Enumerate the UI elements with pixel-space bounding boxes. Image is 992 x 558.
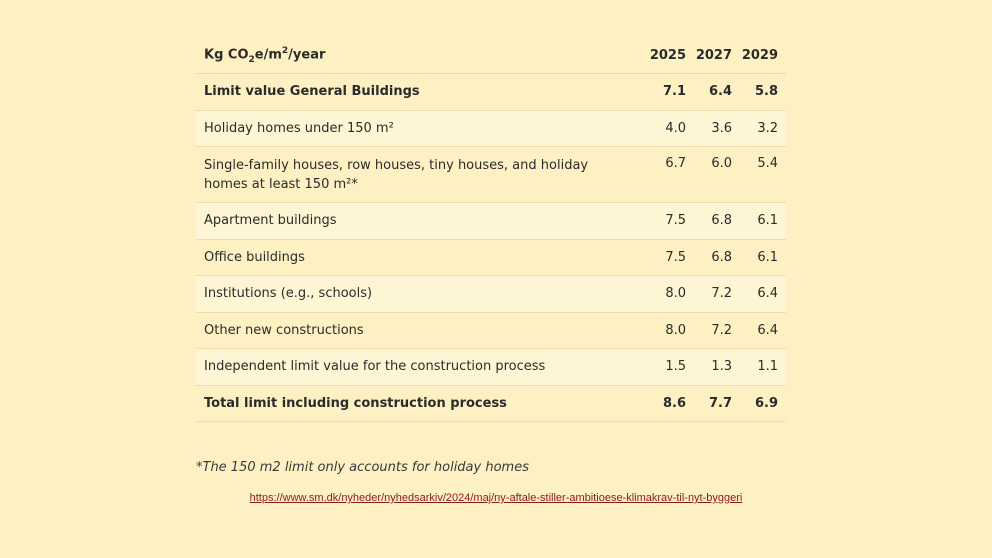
row-label: Limit value General Buildings — [204, 84, 420, 100]
value-2025: 7.5 — [665, 249, 686, 265]
value-2027: 6.8 — [711, 213, 732, 229]
year-header-2025: 2025 — [649, 48, 686, 63]
value-2027: 3.6 — [711, 120, 732, 136]
value-2025: 1.5 — [665, 359, 686, 375]
row-label: Independent limit value for the construction process — [204, 359, 546, 375]
value-2025: 8.0 — [665, 286, 686, 302]
table-row — [196, 349, 786, 386]
table-row — [196, 240, 786, 277]
year-header-2027: 2027 — [695, 48, 732, 63]
value-2029: 6.4 — [757, 322, 778, 338]
value-2029: 3.2 — [757, 120, 778, 136]
row-label: Total limit including construction process — [204, 395, 507, 411]
value-2029: 5.4 — [757, 156, 778, 171]
row-label: Single-family houses, row houses, tiny houses, and holiday homes at least 150 m²* — [204, 158, 589, 192]
value-2027: 6.4 — [708, 84, 732, 100]
value-2029: 5.8 — [754, 84, 778, 100]
value-2029: 6.4 — [757, 286, 778, 302]
table-row — [196, 74, 786, 111]
value-2027: 6.0 — [711, 156, 732, 171]
table-row — [196, 111, 786, 148]
value-2025: 7.1 — [662, 84, 686, 100]
row-label: Apartment buildings — [204, 213, 337, 229]
value-2025: 4.0 — [665, 120, 686, 136]
row-label: Holiday homes under 150 m² — [204, 120, 394, 136]
value-2029: 6.1 — [757, 213, 778, 229]
table-row-total — [196, 386, 786, 423]
table-row — [196, 313, 786, 350]
value-2029: 6.1 — [757, 249, 778, 265]
row-label: Institutions (e.g., schools) — [204, 286, 373, 302]
value-2025: 8.6 — [662, 395, 686, 411]
row-label: Other new constructions — [204, 322, 364, 338]
value-2025: 6.7 — [665, 156, 686, 171]
table-row — [196, 203, 786, 240]
source-container — [0, 492, 992, 504]
value-2027: 7.2 — [711, 322, 732, 338]
unit-header: Kg $CO_2e/m^2$/year — [204, 45, 326, 65]
value-2025: 7.5 — [665, 213, 686, 229]
value-2027: 6.8 — [711, 249, 732, 265]
table-row — [196, 276, 786, 313]
year-header-2029: 2029 — [741, 48, 778, 63]
value-2027: 7.7 — [708, 395, 732, 411]
value-2029: 1.1 — [757, 359, 778, 375]
emission-limits-table — [196, 38, 786, 422]
value-2029: 6.9 — [754, 395, 778, 411]
value-2027: 1.3 — [711, 359, 732, 375]
value-2025: 8.0 — [665, 322, 686, 338]
table-header-row — [196, 38, 786, 74]
source-link[interactable]: https://www.sm.dk/nyheder/nyhedsarkiv/2024/maj/ny-aftale-stiller-ambitioese-klimakrav-til-nyt-byggeri — [249, 492, 743, 504]
footnote: *The 150 m2 limit only accounts for holiday homes — [196, 460, 529, 475]
table-row — [196, 147, 786, 203]
value-2027: 7.2 — [711, 286, 732, 302]
row-label: Office buildings — [204, 249, 305, 265]
